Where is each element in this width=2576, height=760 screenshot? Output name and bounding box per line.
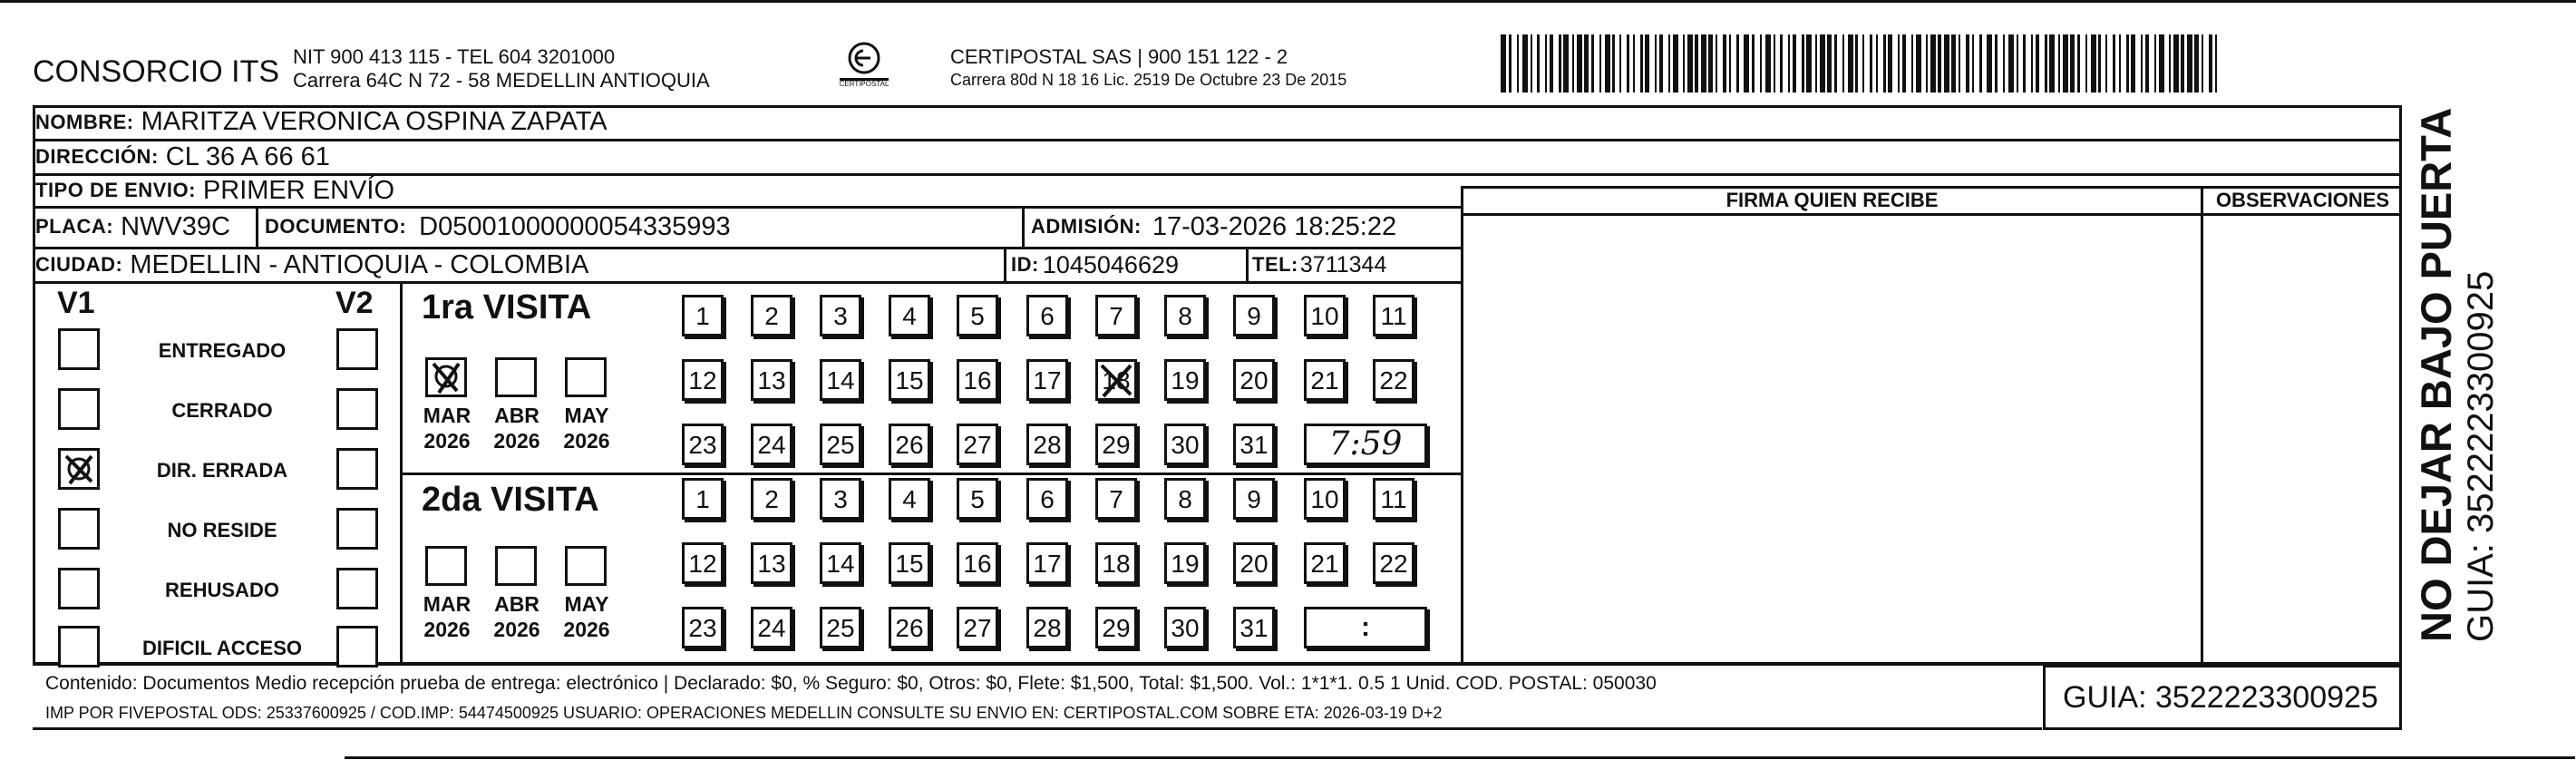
status-option-label: DIFICIL ACCESO [141, 637, 302, 659]
visit1-title: 1ra VISITA [422, 288, 592, 326]
month-name: MAR [423, 592, 471, 616]
day-box[interactable] [1026, 424, 1068, 465]
day-number: 5 [970, 302, 985, 330]
day-box[interactable] [820, 607, 861, 648]
day-number: 31 [1239, 614, 1269, 642]
month-year: 2026 [493, 618, 540, 641]
day-box[interactable] [820, 359, 861, 401]
visit2-time-box [1304, 607, 1427, 648]
rule-tel [1246, 247, 1249, 281]
month-name: MAR [423, 404, 471, 427]
day-number: 15 [895, 550, 924, 578]
day-box[interactable] [1373, 359, 1414, 401]
tel-value: 3711344 [1299, 251, 1387, 278]
day-number: 9 [1247, 485, 1261, 513]
day-box[interactable] [1233, 424, 1275, 465]
month-checkbox[interactable] [565, 546, 607, 586]
day-number: 8 [1178, 302, 1192, 330]
barcode [1501, 34, 2226, 93]
status-option-label: ENTREGADO [158, 339, 287, 362]
day-number: 1 [695, 485, 710, 513]
placa-label: PLACA: [35, 215, 114, 238]
day-box[interactable] [1095, 359, 1137, 401]
day-box[interactable] [682, 295, 724, 336]
rule-visit-right [1461, 281, 1463, 662]
day-box[interactable] [889, 295, 930, 336]
day-box[interactable] [957, 424, 998, 465]
day-number: 21 [1310, 366, 1339, 395]
day-number: 14 [826, 550, 855, 578]
day-box[interactable] [1095, 478, 1137, 520]
day-number: 14 [826, 366, 855, 395]
day-box[interactable] [751, 424, 792, 465]
day-number: 9 [1247, 302, 1261, 330]
day-box[interactable] [751, 542, 792, 584]
v1-checkbox[interactable] [58, 508, 100, 550]
day-number: 10 [1310, 485, 1339, 513]
day-number: 29 [1102, 431, 1131, 459]
day-box[interactable] [820, 424, 861, 465]
company-address: Carrera 64C N 72 - 58 MEDELLIN ANTIOQUIA [293, 69, 710, 92]
v2-checkbox[interactable] [336, 448, 378, 490]
day-number: 10 [1310, 302, 1339, 330]
day-box[interactable] [957, 542, 998, 584]
nombre-label: NOMBRE: [35, 110, 134, 133]
day-box[interactable] [820, 295, 861, 336]
rule-nombre [33, 139, 2402, 141]
day-number: 17 [1033, 366, 1062, 395]
day-number: 28 [1033, 431, 1062, 459]
visit1-time-box [1304, 424, 1427, 465]
day-number: 13 [757, 550, 786, 578]
day-box[interactable] [1026, 295, 1068, 336]
day-number: 22 [1379, 550, 1408, 578]
tipo-label: TIPO DE ENVIO: [35, 179, 196, 201]
day-number: 12 [688, 366, 717, 395]
v2-checkbox[interactable] [336, 328, 378, 370]
side-guia: GUIA: 3522223300925 [2461, 270, 2501, 642]
rule-obs-left [2201, 186, 2203, 666]
day-box[interactable] [1026, 607, 1068, 648]
day-box[interactable] [751, 295, 792, 336]
day-number: 3 [833, 485, 848, 513]
day-box[interactable] [1373, 478, 1414, 520]
day-number: 27 [963, 431, 992, 459]
month-label [490, 591, 544, 642]
month-checkbox[interactable] [425, 546, 467, 586]
documento-value: D05001000000054335993 [419, 211, 731, 241]
day-number: 7 [1109, 485, 1123, 513]
day-number: 26 [895, 431, 924, 459]
day-box[interactable] [682, 359, 724, 401]
month-label [490, 403, 544, 453]
placa-value: NWV39C [121, 211, 230, 241]
day-number: 20 [1239, 550, 1269, 578]
observaciones-header: OBSERVACIONES [2215, 189, 2390, 211]
day-number: 23 [688, 614, 717, 642]
check-mark-icon [428, 360, 464, 395]
month-checkbox[interactable] [425, 357, 467, 397]
v2-checkbox[interactable] [336, 568, 378, 609]
day-number: 30 [1171, 431, 1200, 459]
day-box[interactable] [1164, 607, 1206, 648]
day-box[interactable] [682, 478, 724, 520]
top-rule [0, 0, 2576, 3]
admision-label: ADMISIÓN: [1031, 215, 1142, 238]
rule-admision [1022, 206, 1025, 247]
status-option-label: CERRADO [171, 399, 273, 422]
day-box[interactable] [957, 295, 998, 336]
day-number: 11 [1380, 485, 1407, 513]
day-box[interactable] [1233, 478, 1275, 520]
month-name: MAY [564, 404, 609, 427]
day-box[interactable] [1095, 424, 1137, 465]
day-box[interactable] [1373, 542, 1414, 584]
day-number: 25 [826, 614, 855, 642]
direccion-label: DIRECCIÓN: [35, 145, 159, 168]
documento-field [265, 209, 731, 245]
day-box[interactable] [889, 478, 930, 520]
day-number: 25 [826, 431, 855, 459]
month-year: 2026 [563, 429, 610, 453]
logo-caption: CERTIPOSTAL [839, 80, 889, 88]
tipo-row [35, 175, 394, 206]
month-checkbox[interactable] [495, 357, 537, 397]
day-number: 17 [1033, 550, 1062, 578]
month-year: 2026 [493, 429, 540, 453]
day-number: 4 [902, 302, 917, 330]
day-number: 28 [1033, 614, 1062, 642]
day-number: 27 [963, 614, 992, 642]
day-number: 26 [895, 614, 924, 642]
day-number: 20 [1239, 366, 1269, 395]
day-box[interactable] [1233, 542, 1275, 584]
day-box[interactable] [1304, 542, 1346, 584]
day-box[interactable] [1164, 542, 1206, 584]
month-year: 2026 [423, 618, 471, 641]
rule-placa-doc [256, 206, 258, 247]
day-box[interactable] [957, 478, 998, 520]
month-label [559, 591, 614, 642]
day-box[interactable] [751, 359, 792, 401]
day-box[interactable] [889, 424, 930, 465]
certipostal-logo [832, 38, 896, 96]
day-number: 8 [1178, 485, 1192, 513]
day-box[interactable] [1164, 359, 1206, 401]
day-box[interactable] [682, 607, 724, 648]
month-name: ABR [494, 592, 540, 616]
day-number: 24 [757, 614, 786, 642]
ciudad-value: MEDELLIN - ANTIOQUIA - COLOMBIA [130, 249, 589, 279]
day-number: 15 [895, 366, 924, 395]
day-box[interactable] [1304, 478, 1346, 520]
day-number: 12 [688, 550, 717, 578]
day-box[interactable] [1304, 359, 1346, 401]
rule-page-bottom [345, 756, 2575, 759]
day-number: 3 [833, 302, 848, 330]
tipo-value: PRIMER ENVÍO [202, 175, 395, 205]
id-label: ID: [1011, 253, 1039, 276]
footer-guia: GUIA: 3522223300925 [2063, 680, 2378, 715]
day-box[interactable] [957, 359, 998, 401]
month-checkbox[interactable] [495, 546, 537, 586]
day-number: 1 [695, 302, 710, 330]
day-box[interactable] [751, 607, 792, 648]
day-number: 2 [764, 485, 779, 513]
day-number: 6 [1040, 485, 1055, 513]
month-label [420, 591, 474, 642]
visit1-time: 7:59 [1328, 425, 1403, 463]
documento-label: DOCUMENTO: [265, 215, 407, 238]
direccion-value: CL 36 A 66 61 [165, 141, 330, 171]
month-name: MAY [564, 592, 609, 616]
day-box[interactable] [889, 607, 930, 648]
day-number: 7 [1109, 302, 1123, 330]
day-number: 24 [757, 431, 786, 459]
footer-line1: Contenido: Documentos Medio recepción prueba de entrega: electrónico | Declarado: $0, % Seguro: $0, Otros: $0, Flete: $1,500, Total: $1,500. Vol.: 1*1*1. 0.5 1 Unid. COD. POSTAL: 050030 [45, 673, 1657, 694]
v1-label: V1 [57, 286, 95, 320]
day-box[interactable] [1095, 295, 1137, 336]
nombre-row [35, 105, 608, 139]
day-box[interactable] [1026, 359, 1068, 401]
id-field [1011, 248, 1179, 281]
barcode-bar [2215, 34, 2217, 93]
day-box[interactable] [1164, 295, 1206, 336]
rule-cols-sub [1461, 213, 2402, 216]
v1-checkbox[interactable] [58, 568, 100, 609]
cross-mark-icon [1098, 362, 1134, 398]
day-box[interactable] [682, 424, 724, 465]
day-box[interactable] [751, 478, 792, 520]
rule-visit-mid [400, 473, 1461, 475]
status-option-label: DIR. ERRADA [156, 459, 288, 482]
day-number: 18 [1102, 550, 1131, 578]
day-number: 6 [1040, 302, 1055, 330]
day-box[interactable] [1233, 359, 1275, 401]
company-name: CONSORCIO ITS [33, 54, 280, 89]
nombre-value: MARITZA VERONICA OSPINA ZAPATA [141, 107, 608, 136]
admision-field [1031, 209, 1396, 245]
month-year: 2026 [563, 618, 610, 641]
month-label [559, 403, 614, 453]
v1-checkbox[interactable] [58, 448, 100, 490]
day-number: 4 [902, 485, 917, 513]
month-year: 2026 [423, 429, 471, 453]
day-box[interactable] [1304, 295, 1346, 336]
month-checkbox[interactable] [565, 357, 607, 397]
day-number: 19 [1171, 550, 1200, 578]
day-box[interactable] [1026, 478, 1068, 520]
day-box[interactable] [1095, 607, 1137, 648]
day-number: 2 [764, 302, 779, 330]
firma-header: FIRMA QUIEN RECIBE [1725, 189, 1939, 211]
day-box[interactable] [889, 542, 930, 584]
placa-row [35, 209, 230, 245]
carrier-line: CERTIPOSTAL SAS | 900 151 122 - 2 [950, 45, 1288, 68]
day-number: 22 [1379, 366, 1408, 395]
v2-checkbox[interactable] [336, 508, 378, 550]
id-value: 1045046629 [1042, 250, 1179, 278]
side-text [2412, 107, 2575, 642]
month-label [420, 403, 474, 453]
tel-label: TEL: [1252, 253, 1298, 276]
rule-footer-bottom [33, 727, 2042, 730]
day-box[interactable] [1164, 424, 1206, 465]
ciudad-row [35, 248, 588, 281]
day-box[interactable] [1164, 478, 1206, 520]
v2-label: V2 [335, 286, 374, 320]
footer-line2: IMP POR FIVEPOSTAL ODS: 25337600925 / COD.IMP: 54474500925 USUARIO: OPERACIONES MEDELLIN CONSULTE SU ENVIO EN: CERTIPOSTAL.COM SOBRE ETA: 2026-03-19 D+2 [45, 704, 1443, 722]
day-box[interactable] [682, 542, 724, 584]
day-box[interactable] [1233, 607, 1275, 648]
day-box[interactable] [1373, 295, 1414, 336]
direccion-row [35, 141, 330, 173]
rule-ciudad [33, 281, 1461, 284]
day-number: 31 [1239, 431, 1269, 459]
day-box[interactable] [820, 542, 861, 584]
day-number: 13 [757, 366, 786, 395]
day-number: 29 [1102, 614, 1131, 642]
day-box[interactable] [957, 607, 998, 648]
visit2-title: 2da VISITA [422, 481, 599, 519]
day-number: 19 [1171, 366, 1200, 395]
rule-visit-left [400, 281, 403, 662]
v1-checkbox[interactable] [58, 388, 100, 430]
v2-checkbox[interactable] [336, 388, 378, 430]
tel-field [1252, 248, 1386, 281]
admision-value: 17-03-2026 18:25:22 [1152, 211, 1397, 241]
side-warning: NO DEJAR BAJO PUERTA [2412, 107, 2460, 642]
day-number: 30 [1171, 614, 1200, 642]
day-box[interactable] [1095, 542, 1137, 584]
visit2-time: : [1361, 612, 1370, 642]
v1-checkbox[interactable] [58, 626, 100, 667]
day-box[interactable] [1233, 295, 1275, 336]
day-number: 11 [1380, 302, 1407, 330]
month-name: ABR [494, 404, 540, 427]
v2-checkbox[interactable] [336, 626, 378, 667]
status-option-label: NO RESIDE [167, 519, 277, 541]
day-number: 16 [963, 550, 992, 578]
status-option-label: REHUSADO [165, 579, 279, 601]
day-number: 5 [970, 485, 985, 513]
v1-checkbox[interactable] [58, 328, 100, 370]
company-nit: NIT 900 413 115 - TEL 604 3201000 [293, 45, 616, 68]
day-number: 16 [963, 366, 992, 395]
day-box[interactable] [889, 359, 930, 401]
rule-id [1004, 247, 1006, 281]
ciudad-label: CIUDAD: [35, 253, 123, 276]
day-number: 23 [688, 431, 717, 459]
day-number: 21 [1310, 550, 1339, 578]
check-mark-icon [61, 451, 97, 487]
carrier-address: Carrera 80d N 18 16 Lic. 2519 De Octubre 23 De 2015 [950, 71, 1347, 89]
day-number: 18 [1102, 366, 1131, 395]
day-box[interactable] [1026, 542, 1068, 584]
day-box[interactable] [820, 478, 861, 520]
